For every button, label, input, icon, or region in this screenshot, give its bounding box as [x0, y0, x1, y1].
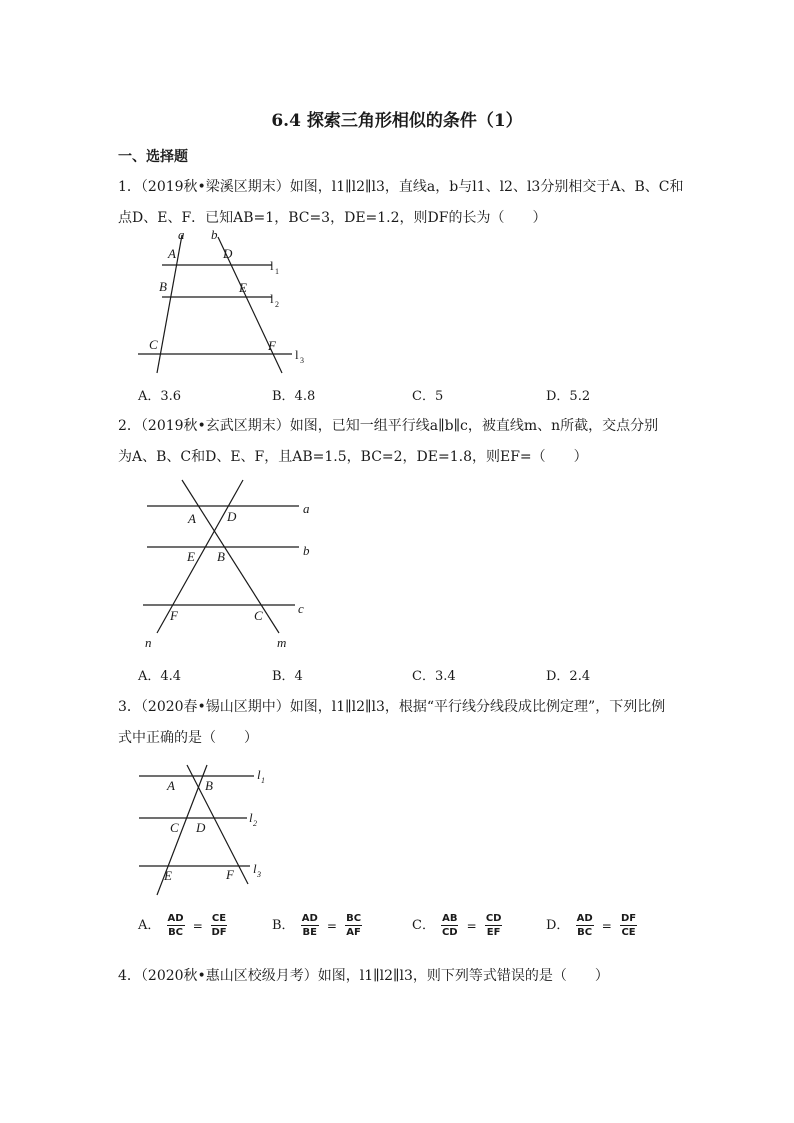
q2-label-E: E [187, 549, 195, 564]
q3-option-a[interactable]: A． $\frac{AD}{BC}$ = $\frac{CE}{DF}$ [138, 913, 227, 938]
q2-label-B: B [217, 549, 225, 564]
q1-figure [130, 225, 330, 380]
q1-label-D: D [223, 246, 233, 261]
q1-option-c[interactable]: C．5 [412, 389, 444, 404]
q1-option-d[interactable]: D．5.2 [546, 389, 591, 404]
q1-label-F: F [268, 338, 276, 353]
q3-option-c-letter: C． [412, 918, 435, 933]
q3-label-l2-sub: 2 [253, 819, 257, 828]
q3-label-l1-sub: 1 [261, 776, 265, 785]
q2-option-d[interactable]: D．2.4 [546, 669, 591, 684]
q2-stem-line2: 为A、B、C和D、E、F，且AB=1.5，BC=2，DE=1.8，则EF=（ ） [118, 449, 588, 465]
q2-label-C: C [254, 608, 263, 623]
q3-option-b-letter: B． [272, 918, 295, 933]
q1-option-b[interactable]: B．4.8 [272, 389, 316, 404]
page-title: 6.4 探索三角形相似的条件（1） [271, 111, 523, 131]
q1-label-b: b [211, 227, 218, 242]
q2-label-A: A [188, 511, 196, 526]
q2-label-b: b [303, 543, 310, 558]
q3-label-C: C [170, 820, 179, 835]
q1-label-l2-sub: 2 [275, 300, 279, 309]
fraction: $\frac{AD}{BE}$ [301, 913, 318, 938]
q2-label-a: a [303, 501, 310, 516]
q1-label-l3-sub: 3 [300, 356, 304, 365]
q2-label-D: D [227, 509, 237, 524]
q1-label-A: A [168, 246, 176, 261]
q1-stem-line2: 点D、E、F．已知AB=1，BC=3，DE=1.2，则DF的长为（ ） [118, 210, 547, 226]
q3-label-l2: l [249, 810, 253, 825]
q1-option-a[interactable]: A．3.6 [138, 389, 182, 404]
q2-figure [135, 475, 325, 655]
q3-figure [132, 760, 282, 900]
fraction: $\frac{AD}{BC}$ [576, 913, 593, 938]
q2-option-b[interactable]: B．4 [272, 669, 303, 684]
q3-label-l1: l [257, 767, 261, 782]
q3-option-b[interactable]: B． $\frac{AD}{BE}$ = $\frac{BC}{AF}$ [272, 913, 362, 938]
q3-stem-line1: 3．（2020春•锡山区期中）如图，l1∥l2∥l3，根据“平行线分线段成比例定理”，下列比例 [118, 699, 666, 715]
q2-label-m: m [277, 635, 287, 650]
q3-option-c[interactable]: C． $\frac{AB}{CD}$ = $\frac{CD}{EF}$ [412, 913, 502, 938]
q1-label-l2: l [270, 291, 274, 306]
q1-label-a: a [178, 227, 185, 242]
fraction: $\frac{BC}{AF}$ [346, 913, 362, 938]
q4-stem-line1: 4．（2020秋•惠山区校级月考）如图，l1∥l2∥l3，则下列等式错误的是（ ） [118, 968, 609, 984]
q3-option-d[interactable]: D． $\frac{AD}{BC}$ = $\frac{DF}{CE}$ [546, 913, 637, 938]
fraction: $\frac{AD}{BC}$ [167, 913, 184, 938]
q3-label-E: E [164, 868, 172, 883]
q1-label-E: E [239, 280, 247, 295]
fraction: $\frac{CD}{EF}$ [485, 913, 502, 938]
q3-option-a-letter: A． [138, 918, 161, 933]
q1-label-C: C [149, 337, 158, 352]
q3-label-B: B [205, 778, 213, 793]
q2-label-c: c [298, 601, 304, 616]
fraction: $\frac{CE}{DF}$ [211, 913, 227, 938]
q2-label-F: F [170, 608, 178, 623]
q3-stem-line2: 式中正确的是（ ） [118, 730, 258, 746]
q3-label-l3: l [253, 861, 257, 876]
q3-option-d-letter: D． [546, 918, 570, 933]
q1-label-l1: l [270, 258, 274, 273]
q1-stem-line1: 1．（2019秋•梁溪区期末）如图，l1∥l2∥l3，直线a，b与l1、l2、l3分别相交于A、B、C和 [118, 179, 684, 195]
q2-label-n: n [145, 635, 152, 650]
q3-label-A: A [167, 778, 175, 793]
q2-stem-line1: 2．（2019秋•玄武区期末）如图，已知一组平行线a∥b∥c，被直线m、n所截，交点分别 [118, 418, 659, 434]
q3-label-D: D [196, 820, 206, 835]
q2-option-a[interactable]: A．4.4 [138, 669, 182, 684]
q1-label-l3: l [295, 347, 299, 362]
fraction: $\frac{AB}{CD}$ [441, 913, 458, 938]
q1-label-l1-sub: 1 [275, 267, 279, 276]
q2-option-c[interactable]: C．3.4 [412, 669, 456, 684]
section-heading: 一、选择题 [118, 149, 188, 165]
q3-label-F: F [226, 867, 234, 882]
q3-label-l3-sub: 3 [257, 870, 261, 879]
fraction: $\frac{DF}{CE}$ [620, 913, 637, 938]
q1-label-B: B [159, 279, 167, 294]
